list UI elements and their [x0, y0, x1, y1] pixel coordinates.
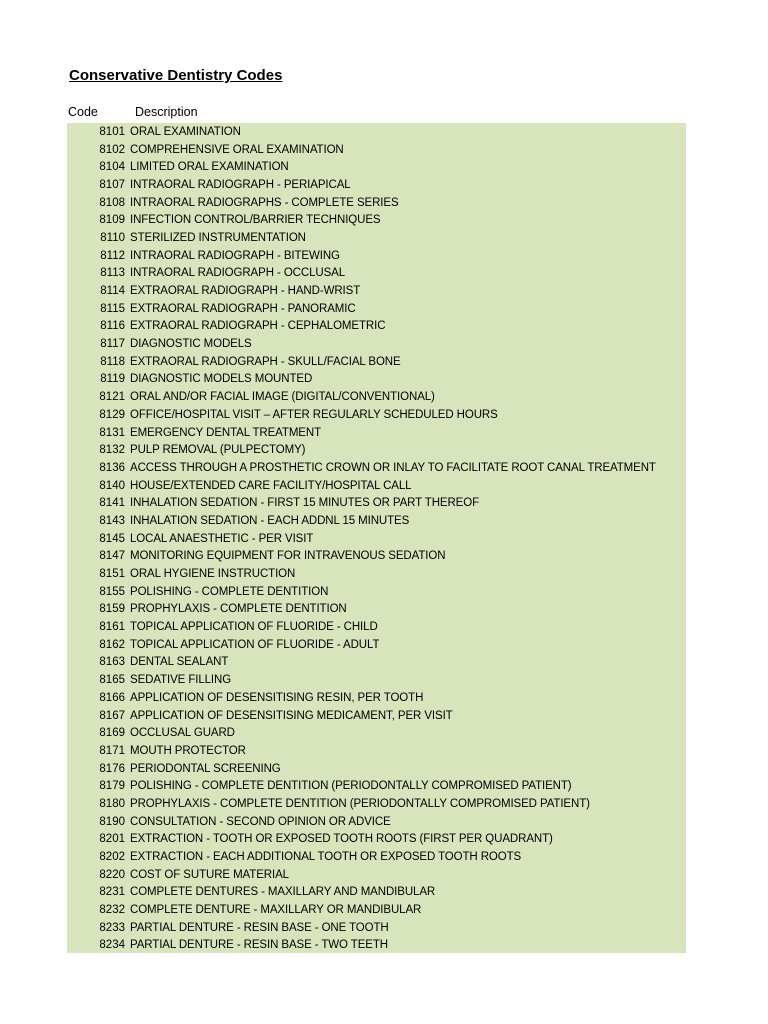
row-code: 8220 [99, 868, 125, 881]
table-row [67, 406, 686, 424]
table-row [67, 371, 686, 389]
row-description: MONITORING EQUIPMENT FOR INTRAVENOUS SEDATION [130, 550, 446, 563]
table-row [67, 707, 686, 725]
table-row [67, 795, 686, 813]
table-row [67, 671, 686, 689]
row-description: POLISHING - COMPLETE DENTITION (PERIODONTALLY COMPROMISED PATIENT) [130, 780, 572, 793]
column-header-code: Code [68, 105, 98, 119]
row-description: CONSULTATION - SECOND OPINION OR ADVICE [130, 815, 391, 828]
row-description: PULP REMOVAL (PULPECTOMY) [130, 444, 306, 457]
row-code: 8169 [99, 727, 125, 740]
row-description: ORAL AND/OR FACIAL IMAGE (DIGITAL/CONVENTIONAL) [130, 391, 435, 404]
row-code: 8171 [99, 744, 125, 757]
row-code: 8166 [99, 691, 125, 704]
row-description: APPLICATION OF DESENSITISING RESIN, PER TOOTH [130, 691, 424, 704]
row-description: INHALATION SEDATION - EACH ADDNL 15 MINUTES [130, 514, 410, 527]
row-description: LIMITED ORAL EXAMINATION [130, 161, 289, 174]
row-description: PARTIAL DENTURE - RESIN BASE - TWO TEETH [130, 939, 388, 952]
row-code: 8234 [99, 939, 125, 952]
row-description: EXTRAORAL RADIOGRAPH - CEPHALOMETRIC [130, 320, 386, 333]
row-code: 8119 [100, 373, 125, 386]
table-row [67, 884, 686, 902]
table-row [67, 724, 686, 742]
row-code: 8131 [99, 426, 125, 439]
row-description: INTRAORAL RADIOGRAPH - OCCLUSAL [130, 267, 346, 280]
page-title: Conservative Dentistry Codes [69, 67, 283, 84]
table-row [67, 388, 686, 406]
row-code: 8108 [99, 196, 125, 209]
row-code: 8161 [99, 621, 125, 634]
row-code: 8113 [100, 267, 125, 280]
table-row [67, 176, 686, 194]
row-code: 8129 [99, 408, 125, 421]
row-description: ORAL EXAMINATION [130, 125, 241, 138]
row-code: 8155 [99, 585, 125, 598]
table-row [67, 141, 686, 159]
row-description: INTRAORAL RADIOGRAPH - BITEWING [130, 249, 340, 262]
table-row [67, 760, 686, 778]
table-row [67, 654, 686, 672]
row-description: INTRAORAL RADIOGRAPHS - COMPLETE SERIES [130, 196, 399, 209]
row-code: 8116 [100, 320, 125, 333]
row-code: 8231 [99, 886, 125, 899]
table-row [67, 477, 686, 495]
row-code: 8145 [99, 532, 125, 545]
row-description: EXTRACTION - TOOTH OR EXPOSED TOOTH ROOTS (FIRST PER QUADRANT) [130, 833, 553, 846]
table-row [67, 194, 686, 212]
table-row [67, 565, 686, 583]
row-description: COMPLETE DENTURES - MAXILLARY AND MANDIBULAR [130, 886, 436, 899]
table-row [67, 441, 686, 459]
row-code: 8179 [99, 780, 125, 793]
row-code: 8132 [99, 444, 125, 457]
table-row [67, 459, 686, 477]
table-row [67, 512, 686, 530]
row-description: DIAGNOSTIC MODELS [130, 338, 252, 351]
row-code: 8117 [100, 338, 125, 351]
row-code: 8159 [99, 603, 125, 616]
row-description: INFECTION CONTROL/BARRIER TECHNIQUES [130, 214, 381, 227]
row-description: COST OF SUTURE MATERIAL [130, 868, 289, 881]
row-code: 8151 [99, 568, 125, 581]
table-row [67, 866, 686, 884]
row-description: HOUSE/EXTENDED CARE FACILITY/HOSPITAL CALL [130, 479, 412, 492]
row-code: 8147 [99, 550, 125, 563]
table-row [67, 901, 686, 919]
table-row [67, 424, 686, 442]
row-description: COMPREHENSIVE ORAL EXAMINATION [130, 143, 344, 156]
table-row [67, 777, 686, 795]
table-row [67, 831, 686, 849]
row-code: 8143 [99, 514, 125, 527]
table-row [67, 265, 686, 283]
table-row [67, 211, 686, 229]
row-code: 8202 [99, 851, 125, 864]
row-code: 8190 [99, 815, 125, 828]
row-description: EXTRAORAL RADIOGRAPH - PANORAMIC [130, 302, 356, 315]
row-code: 8104 [99, 161, 125, 174]
row-description: POLISHING - COMPLETE DENTITION [130, 585, 329, 598]
row-code: 8118 [100, 355, 125, 368]
row-description: INHALATION SEDATION - FIRST 15 MINUTES OR PART THEREOF [130, 497, 480, 510]
row-description: EXTRAORAL RADIOGRAPH - SKULL/FACIAL BONE [130, 355, 401, 368]
row-description: DIAGNOSTIC MODELS MOUNTED [130, 373, 313, 386]
table-row [67, 494, 686, 512]
table-row [67, 583, 686, 601]
row-code: 8107 [99, 178, 125, 191]
table-row [67, 937, 686, 955]
row-code: 8110 [100, 231, 125, 244]
table-row [67, 318, 686, 336]
row-code: 8112 [100, 249, 125, 262]
table-row [67, 636, 686, 654]
table-row [67, 300, 686, 318]
row-code: 8101 [99, 125, 125, 138]
codes-table [67, 123, 686, 953]
row-description: INTRAORAL RADIOGRAPH - PERIAPICAL [130, 178, 351, 191]
row-description: PERIODONTAL SCREENING [130, 762, 281, 775]
row-description: TOPICAL APPLICATION OF FLUORIDE - ADULT [130, 638, 380, 651]
row-code: 8163 [99, 656, 125, 669]
row-description: EMERGENCY DENTAL TREATMENT [130, 426, 322, 439]
table-row [67, 689, 686, 707]
row-description: ORAL HYGIENE INSTRUCTION [130, 568, 296, 581]
row-description: SEDATIVE FILLING [130, 674, 232, 687]
table-row [67, 123, 686, 141]
row-description: OCCLUSAL GUARD [130, 727, 235, 740]
row-description: PROPHYLAXIS - COMPLETE DENTITION [130, 603, 347, 616]
row-code: 8114 [100, 285, 125, 298]
table-row [67, 742, 686, 760]
table-row [67, 813, 686, 831]
table-row [67, 530, 686, 548]
row-description: EXTRACTION - EACH ADDITIONAL TOOTH OR EXPOSED TOOTH ROOTS [130, 851, 522, 864]
row-code: 8176 [99, 762, 125, 775]
table-row [67, 548, 686, 566]
row-code: 8232 [99, 904, 125, 917]
row-code: 8180 [99, 797, 125, 810]
row-code: 8233 [99, 921, 125, 934]
table-row [67, 335, 686, 353]
row-code: 8201 [99, 833, 125, 846]
row-code: 8141 [99, 497, 125, 510]
row-description: PROPHYLAXIS - COMPLETE DENTITION (PERIODONTALLY COMPROMISED PATIENT) [130, 797, 590, 810]
row-code: 8140 [99, 479, 125, 492]
table-row [67, 848, 686, 866]
row-code: 8167 [99, 709, 125, 722]
row-description: MOUTH PROTECTOR [130, 744, 246, 757]
row-description: PARTIAL DENTURE - RESIN BASE - ONE TOOTH [130, 921, 389, 934]
table-row [67, 618, 686, 636]
table-row [67, 353, 686, 371]
row-description: STERILIZED INSTRUMENTATION [130, 231, 306, 244]
column-header-description: Description [135, 105, 198, 119]
table-row [67, 229, 686, 247]
table-row [67, 919, 686, 937]
row-code: 8162 [99, 638, 125, 651]
table-row [67, 282, 686, 300]
row-description: EXTRAORAL RADIOGRAPH - HAND-WRIST [130, 285, 361, 298]
row-description: OFFICE/HOSPITAL VISIT – AFTER REGULARLY SCHEDULED HOURS [130, 408, 498, 421]
row-description: TOPICAL APPLICATION OF FLUORIDE - CHILD [130, 621, 378, 634]
row-code: 8109 [99, 214, 125, 227]
row-code: 8165 [99, 674, 125, 687]
row-code: 8102 [99, 143, 125, 156]
row-description: ACCESS THROUGH A PROSTHETIC CROWN OR INLAY TO FACILITATE ROOT CANAL TREATMENT [130, 461, 656, 474]
table-row [67, 601, 686, 619]
row-code: 8115 [100, 302, 125, 315]
table-row [67, 158, 686, 176]
row-description: LOCAL ANAESTHETIC - PER VISIT [130, 532, 314, 545]
row-description: COMPLETE DENTURE - MAXILLARY OR MANDIBULAR [130, 904, 422, 917]
row-code: 8136 [99, 461, 125, 474]
table-row [67, 247, 686, 265]
row-description: DENTAL SEALANT [130, 656, 229, 669]
row-description: APPLICATION OF DESENSITISING MEDICAMENT, PER VISIT [130, 709, 453, 722]
row-code: 8121 [99, 391, 125, 404]
